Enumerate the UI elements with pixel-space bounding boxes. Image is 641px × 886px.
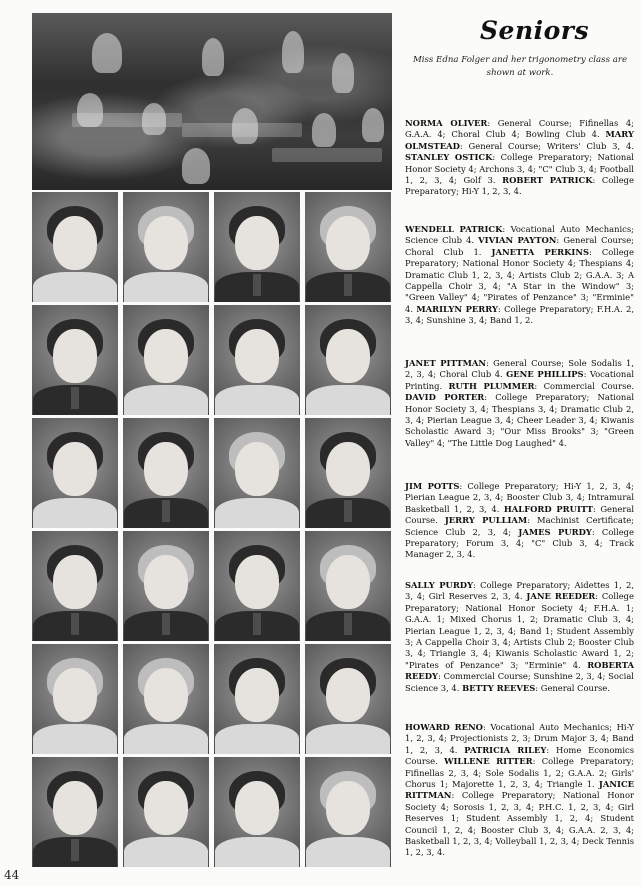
student-name: NORMA OLIVER (405, 118, 488, 128)
portrait-photo (305, 418, 391, 528)
portrait-photo (123, 418, 209, 528)
portrait-photo (32, 305, 118, 415)
portrait-photo (123, 644, 209, 754)
student-name: WENDELL PATRICK (405, 224, 503, 234)
student-details: : College Preparatory; Forum 3, 4; "C" Club 3, 4; Track Manager 2, 3, 4. (405, 526, 634, 560)
student-details: : College Preparatory; National Honor Society 4; Archons 3, 4; "C" Club 3, 4; Football 1, 2, 3, 4; Golf 3. (405, 152, 634, 186)
portrait-photo (214, 305, 300, 415)
student-details: : College Preparatory; National Honor Society 4; F.H.A. 1; G.A.A. 1; Mixed Chorus 1, 2; Dramatic Club 3, 4; Pierian League 1, 2, 3, 4; Band 1; Student Assembly 3; A Cappella Choir 3, 4; Artists Club 2; Booster Club 3, 4; Triangle 3, 4; Kiwanis Scholastic Award 1, 2; "Pirates of Penzance" 3; "Erminie" 4. (405, 591, 634, 670)
student-name: PATRICIA RILEY (464, 744, 547, 755)
bio-paragraph (405, 722, 634, 859)
student-name: HOWARD RENO (405, 722, 483, 732)
student-details: : College Preparatory; F.H.A. 2, 3, 4; Sunshine 3, 4; Band 1, 2. (405, 303, 634, 326)
portrait-photo (32, 531, 118, 641)
portrait-photo (123, 305, 209, 415)
student-name: DAVID PORTER (405, 392, 485, 403)
student-details: : College Preparatory; National Honor Society 4; Thespians 4; Dramatic Club 1, 2, 3, 4; Artists Club 2; G.A.A. 3; A Cappella Choir 3, 4; "A Star in the Window" 3; "Green Valley" 4; "Pirates of Penzance" 3; "Erminie" 4. (405, 246, 634, 314)
student-name: STANLEY OSTICK (405, 152, 493, 163)
bio-paragraph (405, 118, 634, 198)
student-details: : College Preparatory; Fifinellas 2, 3, 4; Sole Sodalis 1, 2; G.A.A. 2; Girls' Chorus 1; Majorette 1, 2, 3, 4; Triangle 1. (405, 756, 634, 790)
student-details: : Vocational Printing. (405, 369, 634, 391)
bio-paragraph (405, 481, 634, 561)
portrait-photo (214, 757, 300, 867)
student-details: : College Preparatory; Hi-Y 1, 2, 3, 4; Pierian League 2, 3, 4; Booster Club 3, 4; Intramural Basketball 1, 2, 3, 4. (405, 481, 634, 514)
student-details: : College Preparatory; National Honor Society 3, 4; Thespians 3, 4; Dramatic Club 2, 3, 4; Pierian League 3, 4; Cheer Leader 3, 4; Kiwanis Scholastic Award 3; "Our Miss Brooks" 3; "Green Valley" 4; "The Little Dog Laughed" 4. (405, 392, 634, 448)
portrait-photo (305, 531, 391, 641)
student-details: : General Course; Writers' Club 3, 4. (459, 140, 634, 151)
student-name: WILLENE RITTER (444, 756, 533, 767)
page-number: 44 (4, 868, 20, 882)
portrait-grid (32, 192, 392, 867)
portrait-photo (214, 644, 300, 754)
section-title: Seniors (480, 16, 590, 45)
portrait-photo (32, 757, 118, 867)
portrait-photo (32, 192, 118, 302)
portrait-photo (32, 644, 118, 754)
student-details: : Commercial Course. (534, 380, 634, 391)
student-details: : College Preparatory; Aidettes 1, 2, 3, 4; Girl Reserves 2, 3, 4. (405, 580, 634, 602)
student-details: : General Course; Choral Club 1. (405, 235, 634, 257)
student-name: MARILYN PERRY (416, 303, 498, 314)
student-name: ROBERT PATRICK (502, 175, 593, 186)
student-name: JAMES PURDY (518, 526, 592, 537)
student-details: : Vocational Auto Mechanics; Hi-Y 1, 2, 3, 4; Projectionists 2, 3; Drum Major 3, 4; Band 1, 2, 3, 4. (405, 722, 634, 755)
portrait-photo (123, 192, 209, 302)
portrait-photo (305, 757, 391, 867)
portrait-photo (214, 418, 300, 528)
student-details: : General Course. (535, 682, 610, 693)
student-details: : Vocational Auto Mechanics; Science Club 4. (405, 224, 634, 246)
student-name: HALFORD PRUITT (503, 503, 594, 514)
student-name: JERRY PULLIAM (444, 515, 528, 526)
student-name: GENE PHILLIPS (506, 369, 584, 380)
portrait-photo (214, 192, 300, 302)
student-name: JIM POTTS (405, 481, 460, 491)
student-name: JANICE RITTMAN (405, 779, 634, 801)
student-details: : College Preparatory; Hi-Y 1, 2, 3, 4. (405, 175, 634, 197)
student-name: JANET PITTMAN (405, 358, 487, 368)
student-details: : Home Economics Course. (405, 744, 634, 767)
class-photo (32, 13, 392, 190)
portrait-photo (305, 192, 391, 302)
student-name: MARY OLMSTEAD (405, 129, 634, 151)
student-name: VIVIAN PAYTON (478, 235, 557, 246)
student-details: : General Course. (405, 503, 634, 526)
student-details: : Commercial Course; Sunshine 2, 3, 4; Social Science 3, 4. (405, 671, 634, 693)
student-name: JANE REEDER (526, 591, 596, 602)
student-name: JANETTA PERKINS (491, 246, 590, 257)
portrait-photo (123, 531, 209, 641)
bio-paragraph (405, 224, 634, 327)
student-name: ROBERTA REEDY (405, 659, 634, 682)
student-name: SALLY PURDY (405, 580, 474, 590)
portrait-photo (305, 305, 391, 415)
student-name: BETTY REEVES (462, 682, 536, 693)
student-details: : College Preparatory; National Honor Society 4; Sorosis 1, 2, 3, 4; P.H.C. 1, 2, 3, 4; Girl Reserves 1; Student Assembly 1, 2, 4; Student Council 1, 2, 4; Booster Club 3, 4; G.A.A. 2, 3, 4; Basketball 1, 2, 3, 4; Volleyball 1, 2, 3, 4; Deck Tennis 1, 2, 3, 4. (405, 790, 634, 858)
student-details: : General Course; Fifinellas 4; G.A.A. 4; Choral Club 4; Bowling Club 4. (405, 118, 634, 140)
bio-paragraph (405, 358, 634, 449)
student-name: RUTH PLUMMER (448, 380, 535, 391)
portrait-photo (214, 531, 300, 641)
portrait-photo (123, 757, 209, 867)
student-details: : General Course; Sole Sodalis 1, 2, 3, 4; Choral Club 4. (405, 358, 635, 380)
photo-caption: Miss Edna Folger and her trigonometry class are shown at work. (412, 55, 628, 78)
portrait-photo (305, 644, 391, 754)
student-details: : Machinist Certificate; Science Club 2, 3, 4; (405, 515, 634, 537)
portrait-photo (32, 418, 118, 528)
bio-paragraph (405, 580, 634, 694)
